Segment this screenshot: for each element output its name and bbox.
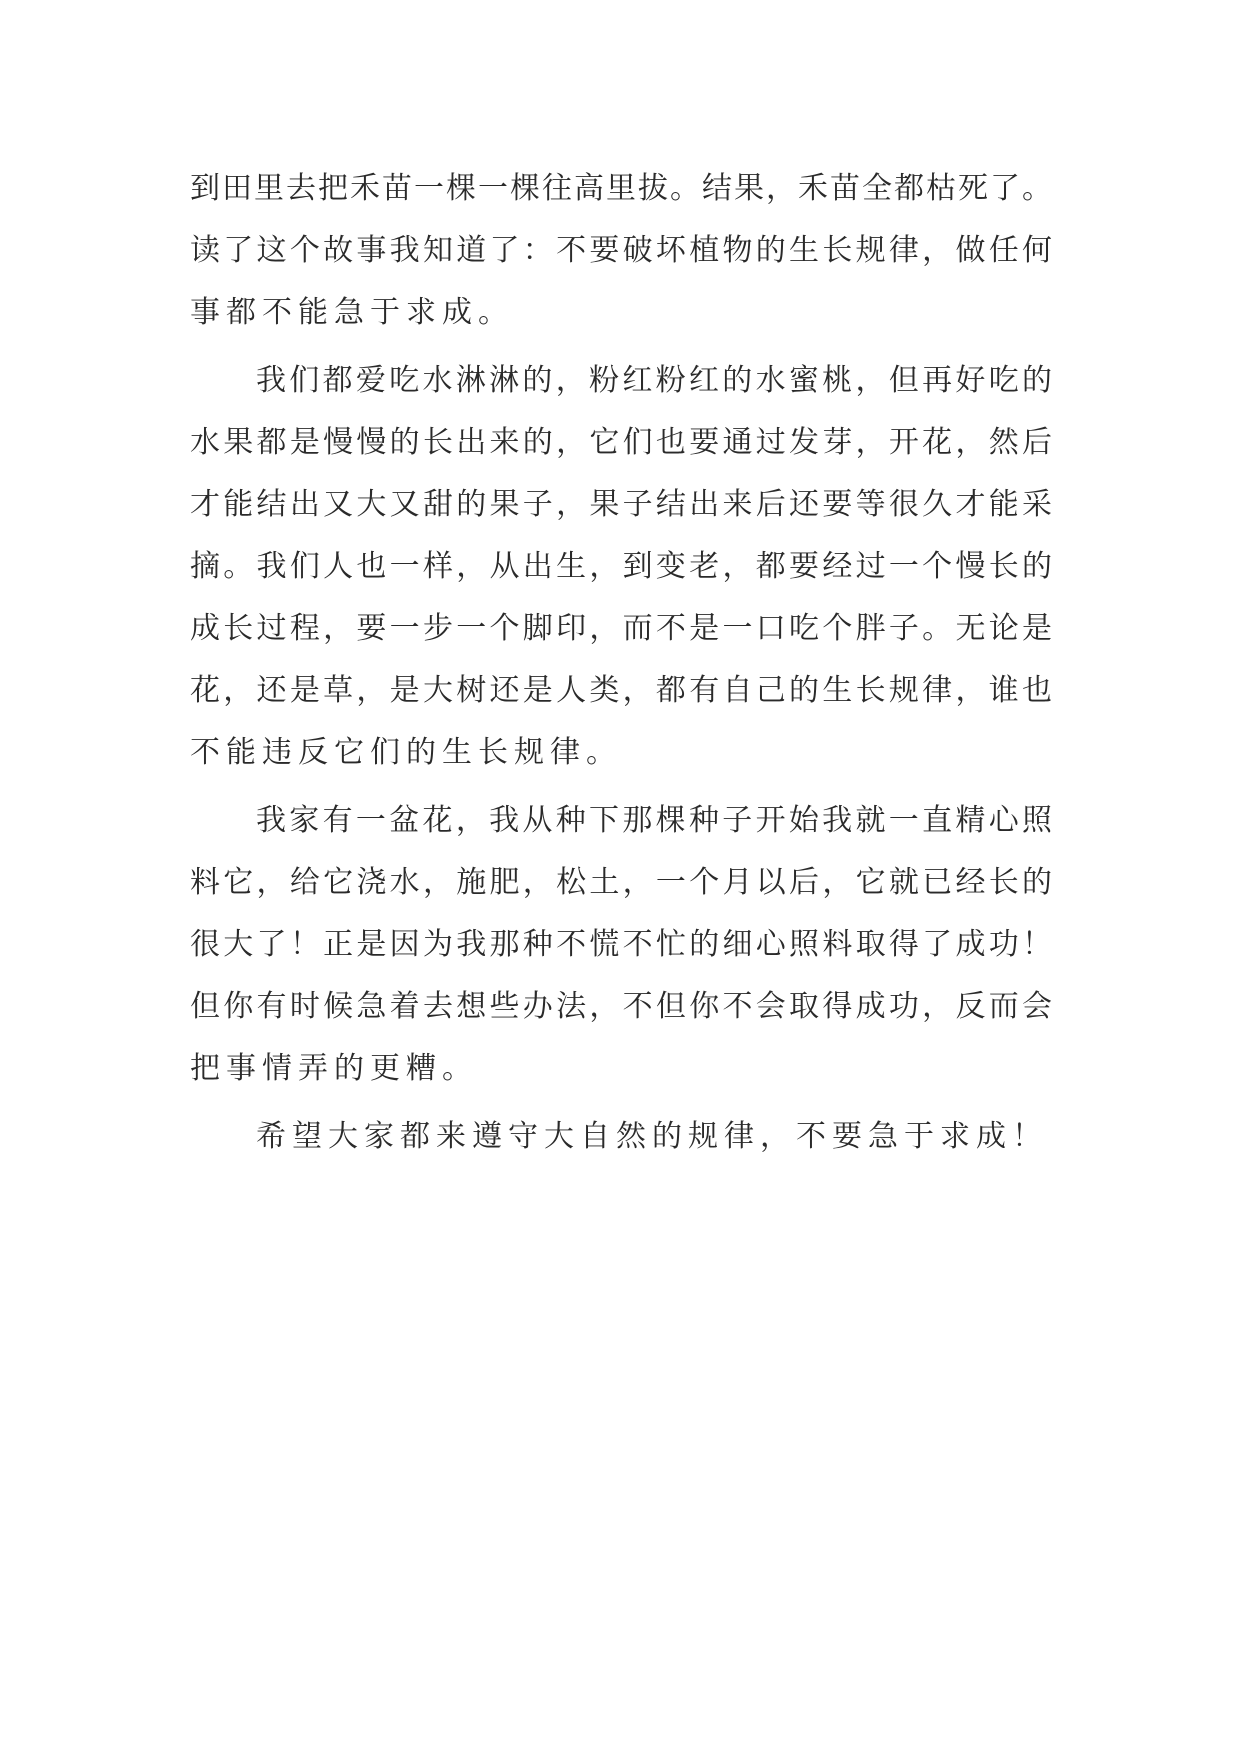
text-line: 我家有一盆花，我从种下那棵种子开始我就一直精心照 xyxy=(256,803,1052,838)
paragraph xyxy=(190,350,1052,784)
text-line: 才能结出又大又甜的果子，果子结出来后还要等很久才能采 xyxy=(190,487,1052,522)
text-line: 很大了！正是因为我那种不慌不忙的细心照料取得了成功！ xyxy=(190,927,1052,962)
text-line: 摘。我们人也一样，从出生，到变老，都要经过一个慢长的 xyxy=(190,549,1052,584)
paragraph xyxy=(190,790,1052,1100)
text-line: 花，还是草，是大树还是人类，都有自己的生长规律，谁也 xyxy=(190,673,1052,708)
text-line: 到田里去把禾苗一棵一棵往高里拔。结果，禾苗全都枯死了。 xyxy=(190,171,1052,206)
text-line: 希望大家都来遵守大自然的规律，不要急于求成！ xyxy=(256,1119,1048,1154)
text-line: 不能违反它们的生长规律。 xyxy=(190,735,622,770)
paragraph xyxy=(190,158,1052,344)
text-line: 料它，给它浇水，施肥，松土，一个月以后，它就已经长的 xyxy=(190,865,1052,900)
text-line: 但你有时候急着去想些办法，不但你不会取得成功，反而会 xyxy=(190,989,1052,1024)
paragraph xyxy=(190,1106,1052,1168)
document-body xyxy=(190,158,1052,1168)
text-line: 把事情弄的更糟。 xyxy=(190,1051,478,1086)
text-line: 水果都是慢慢的长出来的，它们也要通过发芽，开花，然后 xyxy=(190,425,1052,460)
text-line: 读了这个故事我知道了：不要破坏植物的生长规律，做任何 xyxy=(190,233,1052,268)
text-line: 我们都爱吃水淋淋的，粉红粉红的水蜜桃，但再好吃的 xyxy=(256,363,1052,398)
text-line: 事都不能急于求成。 xyxy=(190,295,514,330)
text-line: 成长过程，要一步一个脚印，而不是一口吃个胖子。无论是 xyxy=(190,611,1052,646)
